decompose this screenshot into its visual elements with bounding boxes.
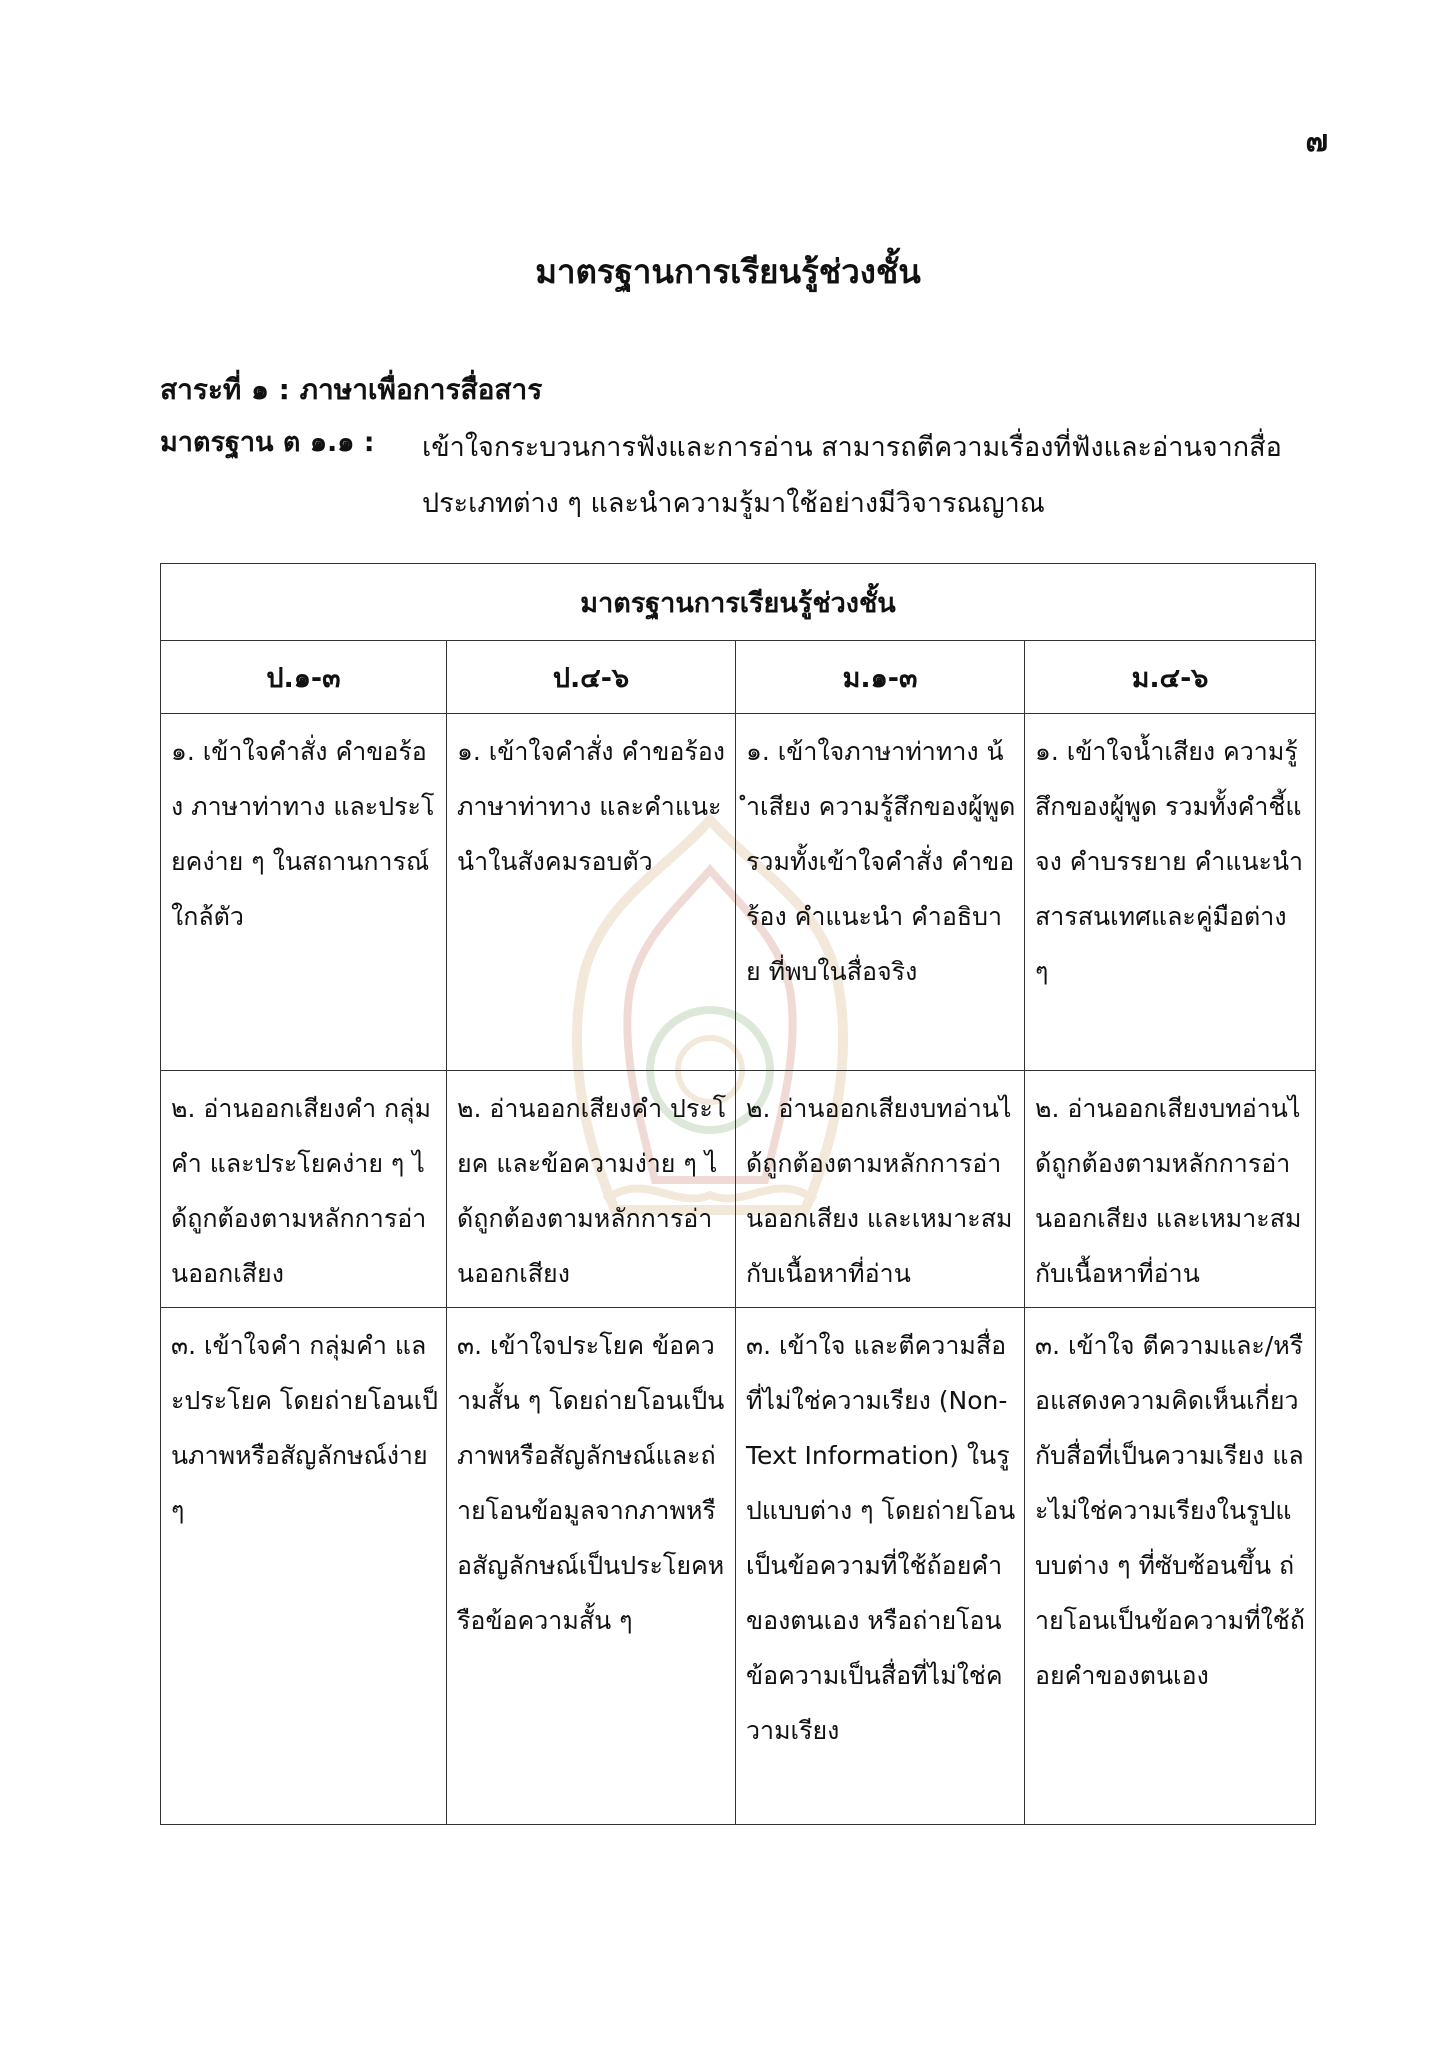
table-cell: ๑. เข้าใจภาษาท่าทาง น้ำเสียง ความรู้สึกของผู้พูด รวมทั้งเข้าใจคำสั่ง คำขอร้อง คำแนะนำ คำอธิบาย ที่พบในสื่อจริง: [736, 714, 1025, 1071]
standard-code: มาตรฐาน ต ๑.๑ :: [160, 427, 375, 458]
table-cell: ๓. เข้าใจ และตีความสื่อที่ไม่ใช่ความเรียง (Non-Text Information) ในรูปแบบต่าง ๆ โดยถ่ายโอนเป็นข้อความที่ใช้ถ้อยคำของตนเอง หรือถ่ายโอนข้อความเป็นสื่อที่ไม่ใช่ความเรียง: [736, 1308, 1025, 1825]
standards-table: [160, 563, 1316, 1825]
table-cell: ๒. อ่านออกเสียงบทอ่านได้ถูกต้องตามหลักการอ่านออกเสียง และเหมาะสมกับเนื้อหาที่อ่าน: [1025, 1071, 1316, 1308]
table-cell: ๓. เข้าใจประโยค ข้อความสั้น ๆ โดยถ่ายโอนเป็นภาพหรือสัญลักษณ์และถ่ายโอนข้อมูลจากภาพหรือสัญลักษณ์เป็นประโยคหรือข้อความสั้น ๆ: [447, 1308, 736, 1825]
column-header: ม.๔-๖: [1025, 641, 1316, 714]
table-cell: ๒. อ่านออกเสียงคำ กลุ่มคำ และประโยคง่าย ๆ ได้ถูกต้องตามหลักการอ่านออกเสียง: [161, 1071, 447, 1308]
table-cell: ๒. อ่านออกเสียงคำ ประโยค และข้อความง่าย ๆ ได้ถูกต้องตามหลักการอ่านออกเสียง: [447, 1071, 736, 1308]
column-header: ม.๑-๓: [736, 641, 1025, 714]
table-row: [161, 1071, 1316, 1308]
table-cell: ๒. อ่านออกเสียงบทอ่านได้ถูกต้องตามหลักการอ่านออกเสียง และเหมาะสมกับเนื้อหาที่อ่าน: [736, 1071, 1025, 1308]
table-cell: ๑. เข้าใจคำสั่ง คำขอร้อง ภาษาท่าทาง และประโยคง่าย ๆ ในสถานการณ์ใกล้ตัว: [161, 714, 447, 1071]
table-row: [161, 714, 1316, 1071]
standard-description: เข้าใจกระบวนการฟังและการอ่าน สามารถตีความเรื่องที่ฟังและอ่านจากสื่อประเภทต่าง ๆ และนำความรู้มาใช้อย่างมีวิจารณญาณ: [422, 432, 1282, 519]
table-row: [161, 1308, 1316, 1825]
page-number: ๗: [1305, 124, 1328, 159]
column-header: ป.๑-๓: [161, 641, 447, 714]
table-caption: มาตรฐานการเรียนรู้ช่วงชั้น: [161, 564, 1316, 641]
table-cell: ๑. เข้าใจคำสั่ง คำขอร้อง ภาษาท่าทาง และคำแนะนำในสังคมรอบตัว: [447, 714, 736, 1071]
table-cell: ๓. เข้าใจคำ กลุ่มคำ และประโยค โดยถ่ายโอนเป็นภาพหรือสัญลักษณ์ง่าย ๆ: [161, 1308, 447, 1825]
column-header: ป.๔-๖: [447, 641, 736, 714]
strand-heading: สาระที่ ๑ : ภาษาเพื่อการสื่อสาร: [160, 373, 543, 406]
table-cell: ๓. เข้าใจ ตีความและ/หรือแสดงความคิดเห็นเกี่ยวกับสื่อที่เป็นความเรียง และไม่ใช่ความเรียงในรูปแบบต่าง ๆ ที่ซับซ้อนขึ้น ถ่ายโอนเป็นข้อความที่ใช้ถ้อยคำของตนเอง: [1025, 1308, 1316, 1825]
page-title: มาตรฐานการเรียนรู้ช่วงชั้น: [535, 252, 921, 291]
table-cell: ๑. เข้าใจน้ำเสียง ความรู้สึกของผู้พูด รวมทั้งคำชี้แจง คำบรรยาย คำแนะนำ สารสนเทศและคู่มือต่าง ๆ: [1025, 714, 1316, 1071]
standard-block: [160, 420, 1320, 530]
